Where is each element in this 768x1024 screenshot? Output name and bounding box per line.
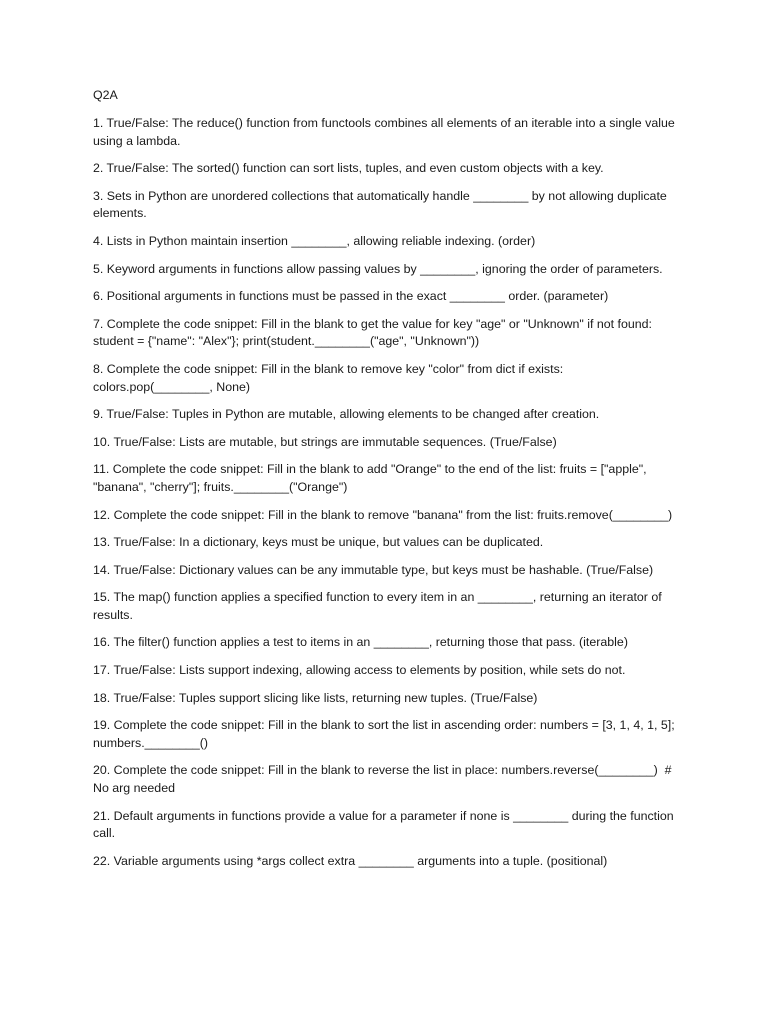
question-22: 22. Variable arguments using *args collect extra ________ arguments into a tuple. (positional) xyxy=(93,853,608,868)
question-21: 21. Default arguments in functions provide a value for a parameter if none is ________ during the function call. xyxy=(93,808,678,841)
question-20: 20. Complete the code snippet: Fill in the blank to reverse the list in place: numbers.reverse(________) # No arg needed xyxy=(93,763,676,796)
question-13: 13. True/False: In a dictionary, keys must be unique, but values can be duplicated. xyxy=(93,535,544,550)
question-8: 8. Complete the code snippet: Fill in the blank to remove key "color" from dict if exists: colors.pop(________, None) xyxy=(93,361,567,394)
question-14: 14. True/False: Dictionary values can be any immutable type, but keys must be hashable. (True/False) xyxy=(93,562,654,577)
question-4: 4. Lists in Python maintain insertion ________, allowing reliable indexing. (order) xyxy=(93,233,536,248)
question-15: 15. The map() function applies a specified function to every item in an ________, returning an iterator of results. xyxy=(93,590,666,622)
question-7: 7. Complete the code snippet: Fill in the blank to get the value for key "age" or "Unknown" if not found: student = {"name": "Alex"}; print(student.________("age", "Unknown")) xyxy=(93,316,656,349)
question-10: 10. True/False: Lists are mutable, but strings are immutable sequences. (True/False) xyxy=(93,434,557,449)
page-heading: Q2A xyxy=(93,88,118,102)
question-11: 11. Complete the code snippet: Fill in the blank to add "Orange" to the end of the list: fruits = ["apple", "banana", "cherry"]; fruits.________("Orange") xyxy=(93,462,651,494)
question-2: 2. True/False: The sorted() function can sort lists, tuples, and even custom objects with a key. xyxy=(93,161,604,176)
question-list xyxy=(93,115,683,880)
question-6: 6. Positional arguments in functions must be passed in the exact ________ order. (parameter) xyxy=(93,289,609,304)
question-18: 18. True/False: Tuples support slicing like lists, returning new tuples. (True/False) xyxy=(93,690,538,705)
question-5: 5. Keyword arguments in functions allow passing values by ________, ignoring the order of parameters. xyxy=(93,261,663,276)
question-19: 19. Complete the code snippet: Fill in the blank to sort the list in ascending order: numbers = [3, 1, 4, 1, 5]; numbers.________() xyxy=(93,718,679,750)
question-17: 17. True/False: Lists support indexing, allowing access to elements by position, while sets do not. xyxy=(93,663,626,678)
question-12: 12. Complete the code snippet: Fill in the blank to remove "banana" from the list: fruits.remove(________) xyxy=(93,507,673,522)
question-1: 1. True/False: The reduce() function from functools combines all elements of an iterable into a single value using a lambda. xyxy=(93,116,679,148)
question-16: 16. The filter() function applies a test to items in an ________, returning those that pass. (iterable) xyxy=(93,635,628,650)
question-3: 3. Sets in Python are unordered collections that automatically handle ________ by not allowing duplicate elements. xyxy=(93,188,671,221)
question-9: 9. True/False: Tuples in Python are mutable, allowing elements to be changed after creation. xyxy=(93,407,600,422)
